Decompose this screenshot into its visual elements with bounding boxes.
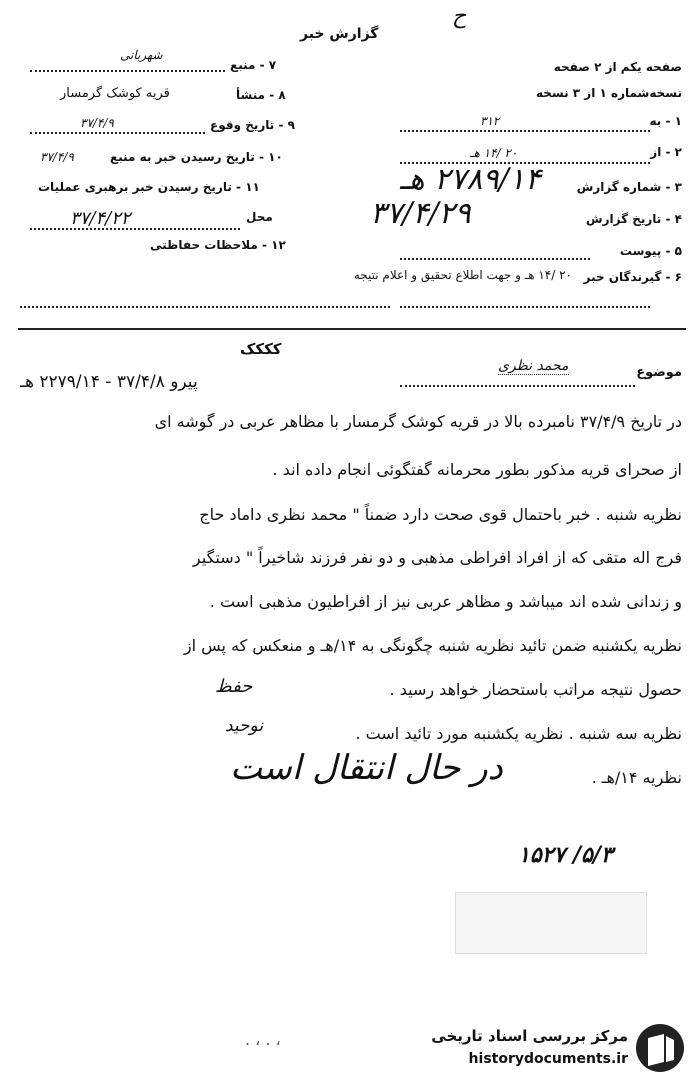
bottom-scribble: . ، . ، <box>245 1030 281 1049</box>
recipients-line-right <box>400 306 650 308</box>
field-7-line <box>30 70 225 72</box>
location-line <box>30 228 240 230</box>
copy-count-line: نسخه‌شماره ۱ از ۳ نسخه <box>535 86 682 100</box>
stamp-mark: کککک <box>240 340 282 358</box>
location-value: ۳۷/۴/۲۲ <box>70 208 131 229</box>
body-line-9: نظریه ۱۴/هـ . <box>591 768 682 787</box>
field-9-line <box>30 132 205 134</box>
field-1-line <box>400 130 650 132</box>
field-5-label: ۵ - پیوست <box>619 244 682 258</box>
page-count-line: صفحه یکم از ۲ صفحه <box>553 60 682 74</box>
field-8-label: ۸ - منشأ <box>236 88 286 102</box>
watermark-title: مرکز بررسی اسناد تاریخی <box>431 1027 628 1045</box>
body-line-5: و زندانی شده اند میباشد و مظاهر عربی نیز از افراطیون مذهبی است . <box>209 592 682 611</box>
field-1-value: ۳۱۲ <box>480 114 500 128</box>
body-line-1: در تاریخ ۳۷/۴/۹ نامبرده بالا در قریه کوشک گرمسار با مظاهر عربی در گوشه ای <box>154 412 682 431</box>
field-5-line <box>400 258 590 260</box>
logo-icon <box>634 1022 686 1074</box>
reference-line: پیرو ۳۷/۴/۸ - ۲۲۷۹/۱۴ هـ <box>20 372 198 392</box>
archive-date: ۱۵۲۷ /۵/۳ <box>518 842 613 868</box>
field-3-label: ۳ - شماره گزارش <box>576 180 682 194</box>
handwritten-note-2: نوحید <box>225 716 264 736</box>
page-title: گزارش خبر <box>300 26 379 42</box>
field-4-label: ۴ - تاریخ گزارش <box>586 212 682 226</box>
subject-value: محمد نظری <box>498 358 569 374</box>
field-6-label: ۶ - گیرندگان خبر <box>583 270 682 284</box>
watermark-url: historydocuments.ir <box>468 1051 628 1067</box>
body-line-2: از صحرای قریه مذکور بطور محرمانه گفتگوئی انجام داده اند . <box>272 460 682 479</box>
top-corner-mark: ح <box>452 4 467 29</box>
report-date-value: ۳۷/۴/۲۹ <box>370 196 471 231</box>
field-2-label: ۲ - از <box>650 145 682 159</box>
field-9-label: ۹ - تاریخ وقوع <box>210 118 295 132</box>
source-value: شهربانی <box>120 48 163 62</box>
faint-stamp-box <box>455 892 647 954</box>
body-line-4: فرج اله متقی که از افراد افراطی مذهبی و دو نفر فرزند شاخیراً " دستگیر <box>192 548 682 567</box>
field-1-label: ۱ - به <box>649 114 682 128</box>
subject-label: موضوع <box>636 365 682 380</box>
location-label: محل <box>246 210 273 224</box>
body-line-6: نظریه یکشنبه ضمن تائید نظریه شنبه چگونگی به ۱۴/هـ و منعکس که پس از <box>183 636 682 655</box>
field-10-label: ۱۰ - تاریخ رسیدن خبر به منبع <box>110 150 283 164</box>
subject-line <box>400 385 635 387</box>
field-11-label: ۱۱ - تاریخ رسیدن خبر برهبری عملیات <box>38 180 260 194</box>
body-line-3: نظریه شنبه . خبر باحتمال قوی صحت دارد ضمناً " محمد نظری داماد حاج <box>199 505 682 524</box>
handwritten-final-note: در حال انتقال است <box>230 748 503 788</box>
field-7-label: ۷ - منبع <box>230 58 277 72</box>
origin-value: قریه کوشک گرمسار <box>60 86 170 101</box>
field-2-value: ۲۰ /۱۴ هـ <box>470 146 518 160</box>
report-number-value: ۲۷۸۹/۱۴ هـ <box>400 162 541 197</box>
body-line-7: حصول نتیجه مراتب باستحضار خواهد رسید . <box>389 680 682 699</box>
header-divider <box>18 328 686 330</box>
body-line-8: نظریه سه شنبه . نظریه یکشنبه مورد تائید است . <box>355 724 682 743</box>
recipients-line-left <box>20 306 390 308</box>
source-receipt-date-value: ۳۷/۴/۹ <box>40 150 74 164</box>
field-12-label: ۱۲ - ملاحظات حفاظتی <box>150 238 286 252</box>
recipients-value: ۲۰ /۱۴ هـ و جهت اطلاع تحقیق و اعلام نتیجه <box>353 268 572 282</box>
event-date-value: ۳۷/۴/۹ <box>80 116 114 130</box>
handwritten-note-1: حفظ <box>215 676 253 697</box>
